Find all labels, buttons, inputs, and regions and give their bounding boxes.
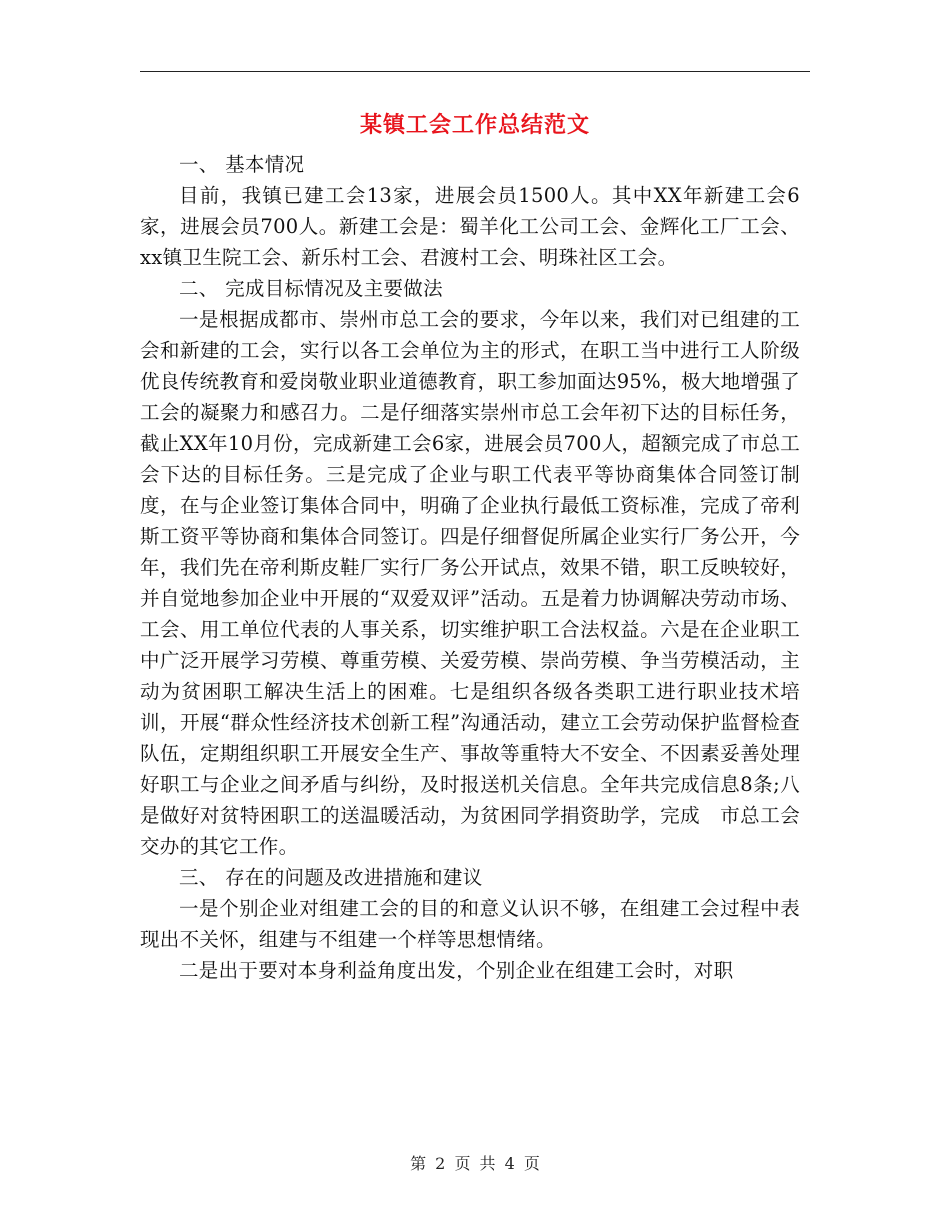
section-heading-basic-situation: 一、 基本情况 — [179, 153, 305, 176]
header-rule — [140, 71, 810, 72]
document-body — [140, 149, 800, 986]
document-title: 某镇工会工作总结范文 — [359, 112, 590, 138]
paragraph-problem-two: 二是出于要对本身利益角度出发，个别企业在组建工会时，对职 — [179, 959, 734, 982]
section-heading-goals-and-methods: 二、 完成目标情况及主要做法 — [179, 277, 443, 300]
section-heading-problems-and-measures: 三、 存在的问题及改进措施和建议 — [179, 866, 483, 889]
paragraph-goals-and-methods: 一是根据成都市、崇州市总工会的要求，今年以来，我们对已组建的工会和新建的工会，实行以各工会单位为主的形式，在职工当中进行工人阶级优良传统教育和爱岗敬业职业道德教育，职工参加面达95%，极大地增强了工会的凝聚力和感召力。二是仔细落实崇州市总工会年初下达的目标任务，截止XX年10月份，完成新建工会6家，进展会员700人，超额完成了市总工会下达的目标任务。三是完成了企业与职工代表平等协商集体合同签订制度，在与企业签订集体合同中，明确了企业执行最低工资标准，完成了帝利斯工资平等协商和集体合同签订。四是仔细督促所属企业实行厂务公开，今年，我们先在帝利斯皮鞋厂实行厂务公开试点，效果不错，职工反映较好，并自觉地参加企业中开展的“双爱双评”活动。五是着力协调解决劳动市场、工会、用工单位代表的人事关系，切实维护职工合法权益。六是在企业职工中广泛开展学习劳模、尊重劳模、关爱劳模、崇尚劳模、争当劳模活动，主动为贫困职工解决生活上的困难。七是组织各级各类职工进行职业技术培训，开展“群众性经济技术创新工程”沟通活动，建立工会劳动保护监督检查队伍，定期组织职工开展安全生产、事故等重特大不安全、不因素妥善处理好职工与企业之间矛盾与纠纷，及时报送机关信息。全年共完成信息8条;八是做好对贫特困职工的送温暖活动，为贫困同学捐资助学，完成 市总工会交办的其它工作。 — [140, 308, 800, 858]
paragraph-problem-one: 一是个别企业对组建工会的目的和意义认识不够，在组建工会过程中表现出不关怀，组建与不组建一个样等思想情绪。 — [140, 897, 800, 951]
page-number-footer: 第 2 页 共 4 页 — [410, 1154, 540, 1173]
paragraph-basic-situation: 目前，我镇已建工会13家，进展会员1500人。其中XX年新建工会6 家，进展会员700人。新建工会是：蜀羊化工公司工会、金辉化工厂工会、xx镇卫生院工会、新乐村工会、君渡村工会、明珠社区工会。 — [140, 184, 800, 269]
